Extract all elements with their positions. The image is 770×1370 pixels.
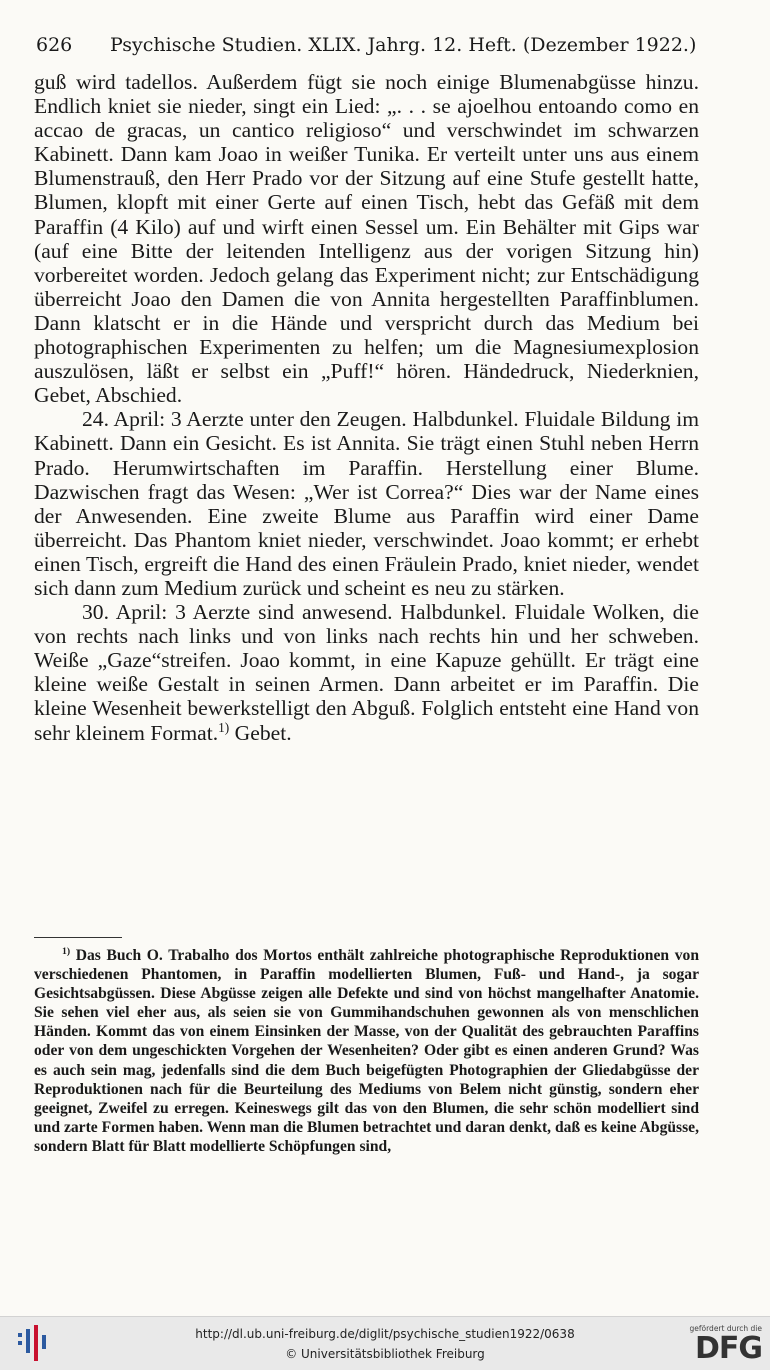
dfg-logo-text: DFG (694, 1331, 762, 1366)
running-title: Psychische Studien. XLIX. Jahrg. 12. Heft. (Dezember 1922.) (110, 34, 697, 56)
paragraph: 24. April: 3 Aerzte unter den Zeugen. Halbdunkel. Fluidale Bildung im Kabinett. Dann ein Gesicht. Es ist Annita. Sie trägt einen Stuhl neben Herrn Prado. Herumwirtschaften im Paraffin. Herstellung einer Blume. Dazwischen fragt das Wesen: „Wer ist Correa?“ Dies war der Name eines der Anwesenden. Eine zweite Blume aus Paraffin wird einer Dame überreicht. Das Phantom kniet nieder, verschwindet. Joao kommt; er erhebt einen Tisch, ergreift die Hand des einen Fräulein Prado, kniet nieder, wendet sich dann zum Medium zurück und scheint es neu zu stärken. (34, 407, 699, 600)
copyright-notice: © Universitätsbibliothek Freiburg (285, 1347, 485, 1361)
library-banner (0, 1316, 770, 1370)
footnote-text: Das Buch O. Trabalho dos Mortos enthält zahlreiche photographische Reproduktionen von verschiedenen Phantomen, in Paraffin modellierten Blumen, Fuß- und Hand-, ja sogar Gesichtsabgüssen. Diese Abgüsse zeigen alle Defekte und sind von höchst mangelhafter Anatomie. Sie sehen viel eher aus, als seien sie von Gummihandschuhen gewonnen als von menschlichen Händen. Kommt das von einem Einsinken der Masse, von der Qualität des gebrauchten Paraffins oder von dem ungeschickten Vorgehen der Wesenheiten? Oder gibt es einen anderen Grund? Was es auch sein mag, jedenfalls sind die dem Buch beigefügten Photographien der Gliedabgüsse der Reproduktionen nach für die Beurteilung des Mediums von Belem nicht günstig, sondern eher geeignet, Zweifel zu erregen. Keineswegs gilt das von den Blumen, die sehr schön modelliert sind und zarte Formen haben. Wenn man die Blumen betrachtet und daran denkt, daß es keine Abgüsse, sondern Blatt für Blatt modellierte Schöpfungen sind, (34, 947, 699, 1155)
paragraph-text: 30. April: 3 Aerzte sind anwesend. Halbdunkel. Fluidale Wolken, die von rechts nach links und von links nach rechts hin und her schweben. Weiße „Gaze“streifen. Joao kommt, in eine Kapuze gehüllt. Er trägt eine kleine weiße Gestalt in seinen Armen. Dann arbeitet er im Paraffin. Die kleine Wesenheit bewerkstelligt den Abguß. Folglich entsteht eine Hand von sehr kleinem Format. (34, 600, 699, 745)
paragraph: guß wird tadellos. Außerdem fügt sie noch einige Blumenabgüsse hinzu. Endlich kniet sie nieder, singt ein Lied: „. . . se ajoelhou entoando como en accao de gracas, un cantico religioso“ und verschwindet im schwarzen Kabinett. Dann kam Joao in weißer Tunika. Er verteilt unter uns aus einem Blumenstrauß, den Herr Prado vor der Sitzung auf eine Stufe gestellt hatte, Blumen, klopft mit einer Gerte auf einen Tisch, hebt das Gefäß mit dem Paraffin (4 Kilo) auf und wirft einen Sessel um. Ein Behälter mit Gips war (auf eine Bitte der leitenden Intelligenz aus der vorigen Sitzung hin) vorbereitet worden. Jedoch gelang das Experiment nicht; zur Entschädigung überreicht Joao den Damen die von Annita hergestellten Paraffinblumen. Dann klatscht er in die Hände und verspricht durch das Medium bei photographischen Experimenten zu helfen; um die Magnesiumexplosion auszulösen, läßt er selbst ein „Puff!“ hören. Händedruck, Niederknien, Gebet, Abschied. (34, 70, 699, 408)
paragraph (34, 600, 699, 745)
document-url-link[interactable]: http://dl.ub.uni-freiburg.de/diglit/psychische_studien1922/0638 (195, 1327, 575, 1341)
footnote-rule (34, 937, 122, 938)
body-text (34, 70, 699, 745)
paragraph-tail: Gebet. (234, 720, 292, 745)
sponsor-caption: gefördert durch die (689, 1324, 762, 1333)
footnote (34, 946, 699, 1156)
page-number: 626 (36, 34, 73, 56)
footnote-marker: 1) (62, 945, 71, 957)
dfg-logo (674, 1321, 762, 1367)
footnote-reference: 1) (218, 719, 230, 735)
footnote-paragraph (34, 946, 699, 1156)
running-header (36, 34, 736, 62)
